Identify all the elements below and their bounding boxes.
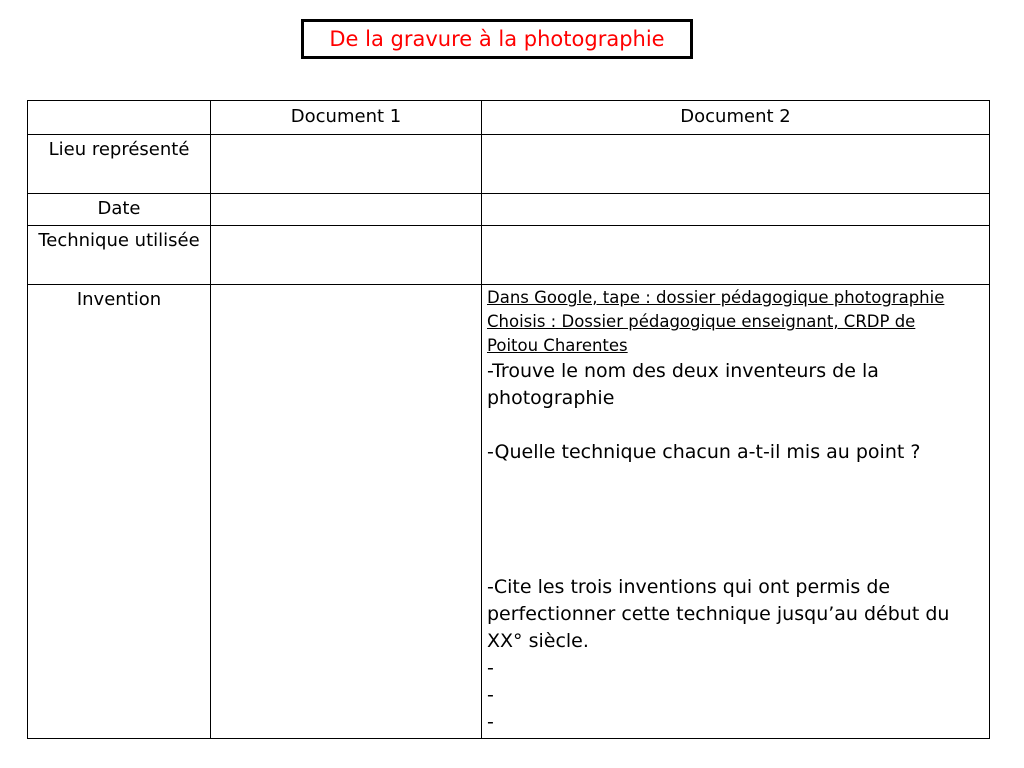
invention-instructions-cell (482, 285, 990, 739)
table-row (28, 194, 990, 226)
table-row (28, 135, 990, 194)
table-row (28, 226, 990, 285)
row-label-invention: Invention (28, 285, 211, 739)
answer-cell-doc2-technique[interactable] (482, 226, 990, 285)
answer-bullet: - (487, 657, 494, 679)
header-cell-document-2: Document 2 (482, 101, 990, 135)
question-three-inventions: -Cite les trois inventions qui ont permis de perfectionner cette technique jusqu’au début du XX° siècle. (487, 576, 950, 652)
answer-cell-doc1-lieu[interactable] (211, 135, 482, 194)
answer-cell-doc1-technique[interactable] (211, 226, 482, 285)
answer-cell-doc1-invention[interactable] (211, 285, 482, 739)
page-title: De la gravure à la photographie (301, 19, 693, 59)
row-label-technique: Technique utilisée (28, 226, 211, 285)
instruction-link-line: Choisis : Dossier pédagogique enseignant, CRDP de (487, 312, 916, 331)
header-cell-empty (28, 101, 211, 135)
row-label-lieu: Lieu représenté (28, 135, 211, 194)
instruction-link-line: Dans Google, tape : dossier pédagogique photographie (487, 288, 945, 307)
answer-bullet: - (487, 684, 494, 706)
table-header-row (28, 101, 990, 135)
question-inventors: -Trouve le nom des deux inventeurs de la photographie (487, 360, 879, 409)
table-row (28, 285, 990, 739)
row-label-date: Date (28, 194, 211, 226)
answer-cell-doc2-date[interactable] (482, 194, 990, 226)
instruction-link-line: Poitou Charentes (487, 336, 628, 355)
worksheet-table (27, 100, 990, 739)
question-technique: -Quelle technique chacun a-t-il mis au point ? (487, 441, 921, 463)
answer-cell-doc1-date[interactable] (211, 194, 482, 226)
header-cell-document-1: Document 1 (211, 101, 482, 135)
answer-cell-doc2-lieu[interactable] (482, 135, 990, 194)
answer-bullet: - (487, 711, 494, 733)
